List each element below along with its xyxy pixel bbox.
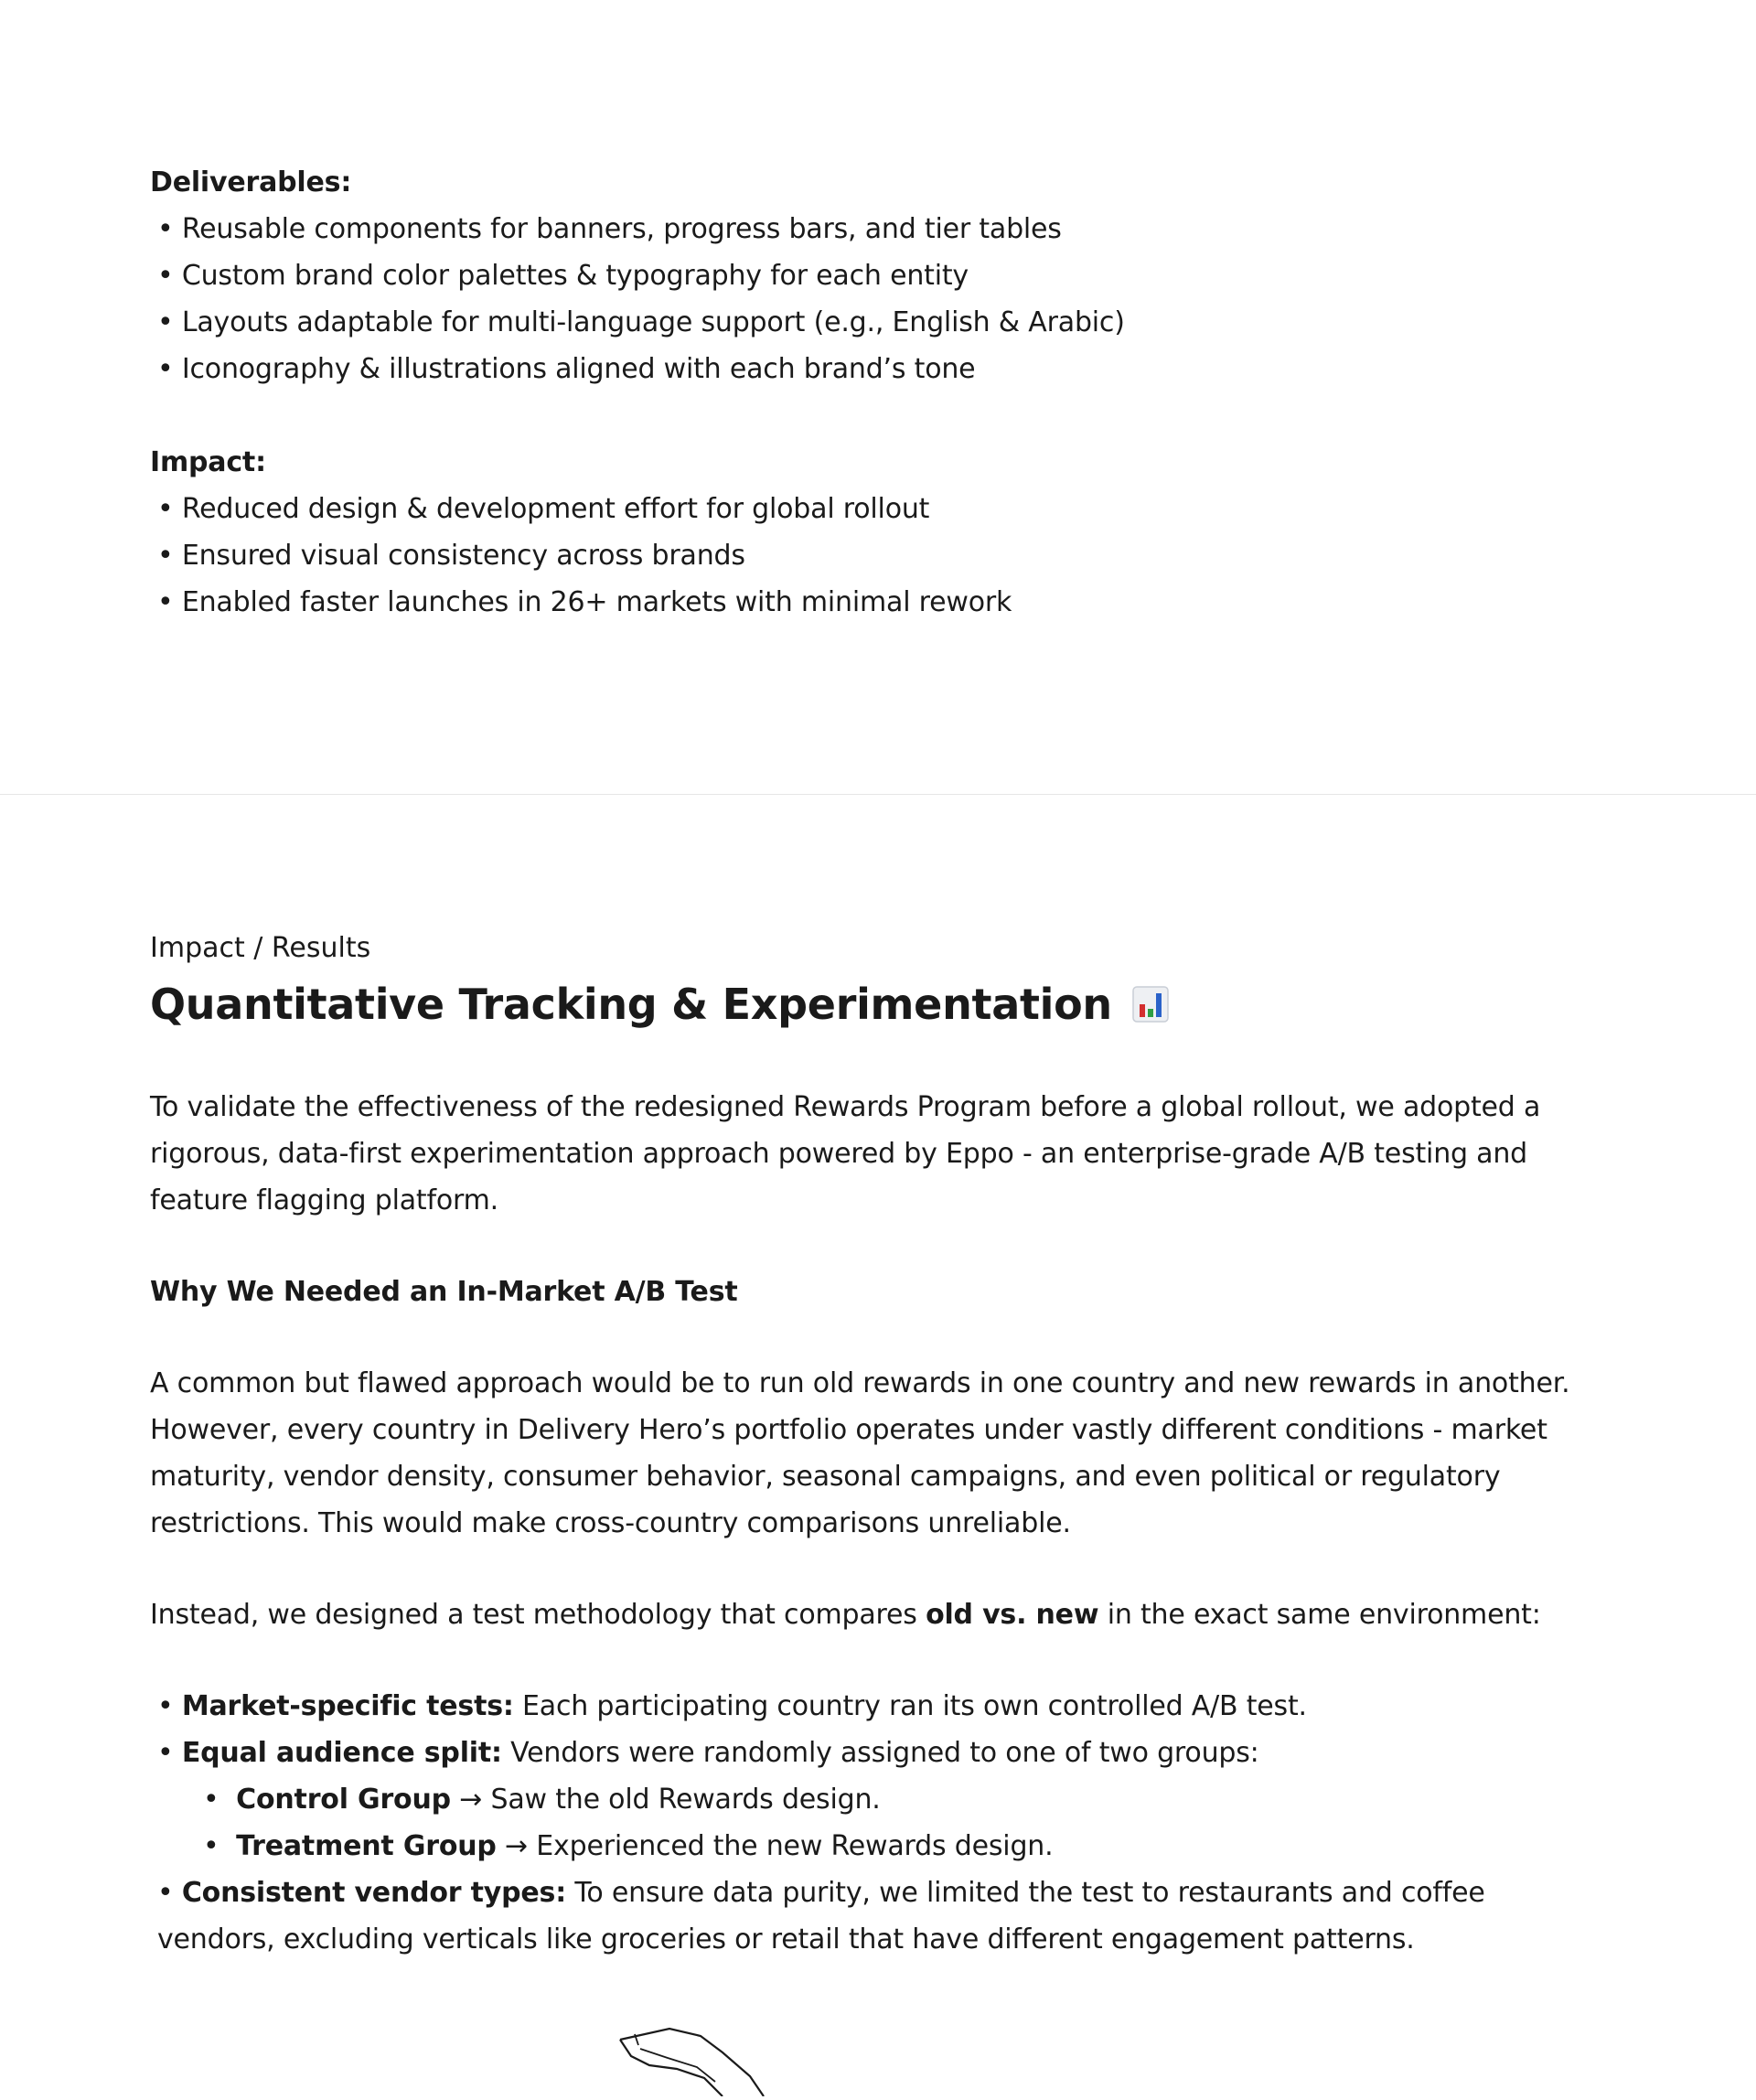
list-item: • Iconography & illustrations aligned with each brand’s tone — [157, 353, 976, 385]
deliverables-heading: Deliverables: — [150, 166, 352, 198]
list-item-label: Treatment Group — [236, 1830, 497, 1862]
list-item-text: Each participating country ran its own controlled A/B test. — [513, 1690, 1307, 1722]
paragraph — [150, 1591, 1577, 1638]
map-illustration — [613, 2018, 796, 2100]
list-item-text: Vendors were randomly assigned to one of two groups: — [501, 1737, 1259, 1769]
paragraph-text: Instead, we designed a test methodology that compares — [150, 1599, 926, 1631]
list-item-text: To ensure data purity, we limited the test to restaurants and coffee vendors, excluding verticals like groceries or retail that have different engagement patterns. — [157, 1877, 1485, 1955]
section-divider — [0, 794, 1756, 795]
sub-list-item: • Control Group → Saw the old Rewards design. — [203, 1784, 881, 1816]
list-item: • Equal audience split: Vendors were randomly assigned to one of two groups: — [157, 1737, 1259, 1769]
deliverables-section — [150, 159, 1577, 626]
list-item-text: Layouts adaptable for multi-language support (e.g., English & Arabic) — [181, 306, 1125, 338]
list-item: • Ensured visual consistency across brands — [157, 540, 745, 572]
list-item-text: Enabled faster launches in 26+ markets with minimal rework — [181, 586, 1012, 618]
results-section — [150, 926, 1577, 1963]
paragraph-text: in the exact same environment: — [1098, 1599, 1541, 1631]
list-item-text: Iconography & illustrations aligned with each brand’s tone — [181, 353, 976, 385]
list-item-text: Custom brand color palettes & typography for each entity — [181, 260, 969, 292]
list-item-text: → Experienced the new Rewards design. — [496, 1830, 1054, 1862]
list-item-label: Control Group — [236, 1784, 451, 1816]
list-item-label: Consistent vendor types: — [181, 1877, 567, 1909]
list-item-text: Ensured visual consistency across brands — [181, 540, 745, 572]
list-item: • Reduced design & development effort for global rollout — [157, 493, 930, 525]
sub-list-item: • Treatment Group → Experienced the new Rewards design. — [203, 1830, 1054, 1862]
intro-paragraph: To validate the effectiveness of the redesigned Rewards Program before a global rollout, we adopted a rigorous, data-first experimentation approach powered by Eppo - an enterprise-grade A/B testing and feature flagging platform. — [150, 1091, 1541, 1216]
list-item: • Market-specific tests: Each participating country ran its own controlled A/B test. — [157, 1690, 1307, 1722]
list-item: • Reusable components for banners, progress bars, and tier tables — [157, 213, 1062, 245]
list-item-text: Reusable components for banners, progress bars, and tier tables — [181, 213, 1062, 245]
list-item: • Layouts adaptable for multi-language support (e.g., English & Arabic) — [157, 306, 1125, 338]
list-item: • Custom brand color palettes & typography for each entity — [157, 260, 969, 292]
list-item-label: Equal audience split: — [181, 1737, 502, 1769]
impact-heading: Impact: — [150, 446, 266, 478]
paragraph: A common but flawed approach would be to run old rewards in one country and new rewards in another. However, every country in Delivery Hero’s portfolio operates under vastly different conditions - market maturity, vendor density, consumer behavior, seasonal campaigns, and even political or regulatory restrictions. This would make cross-country comparisons unreliable. — [150, 1367, 1570, 1539]
bar-chart-icon — [1132, 977, 1169, 1039]
paragraph-bold: old vs. new — [926, 1599, 1099, 1631]
list-item: • Consistent vendor types: To ensure data purity, we limited the test to restaurants and coffee vendors, excluding verticals like groceries or retail that have different engagement patterns. — [157, 1877, 1485, 1955]
list-item-label: Market-specific tests: — [181, 1690, 514, 1722]
subheading: Why We Needed an In-Market A/B Test — [150, 1276, 738, 1308]
page-title — [150, 973, 1577, 1039]
page-title-text: Quantitative Tracking & Experimentation — [150, 980, 1112, 1029]
list-item-text: Reduced design & development effort for global rollout — [181, 493, 930, 525]
list-item-text: → Saw the old Rewards design. — [450, 1784, 881, 1816]
section-eyebrow: Impact / Results — [150, 932, 371, 964]
list-item: • Enabled faster launches in 26+ markets with minimal rework — [157, 586, 1012, 618]
